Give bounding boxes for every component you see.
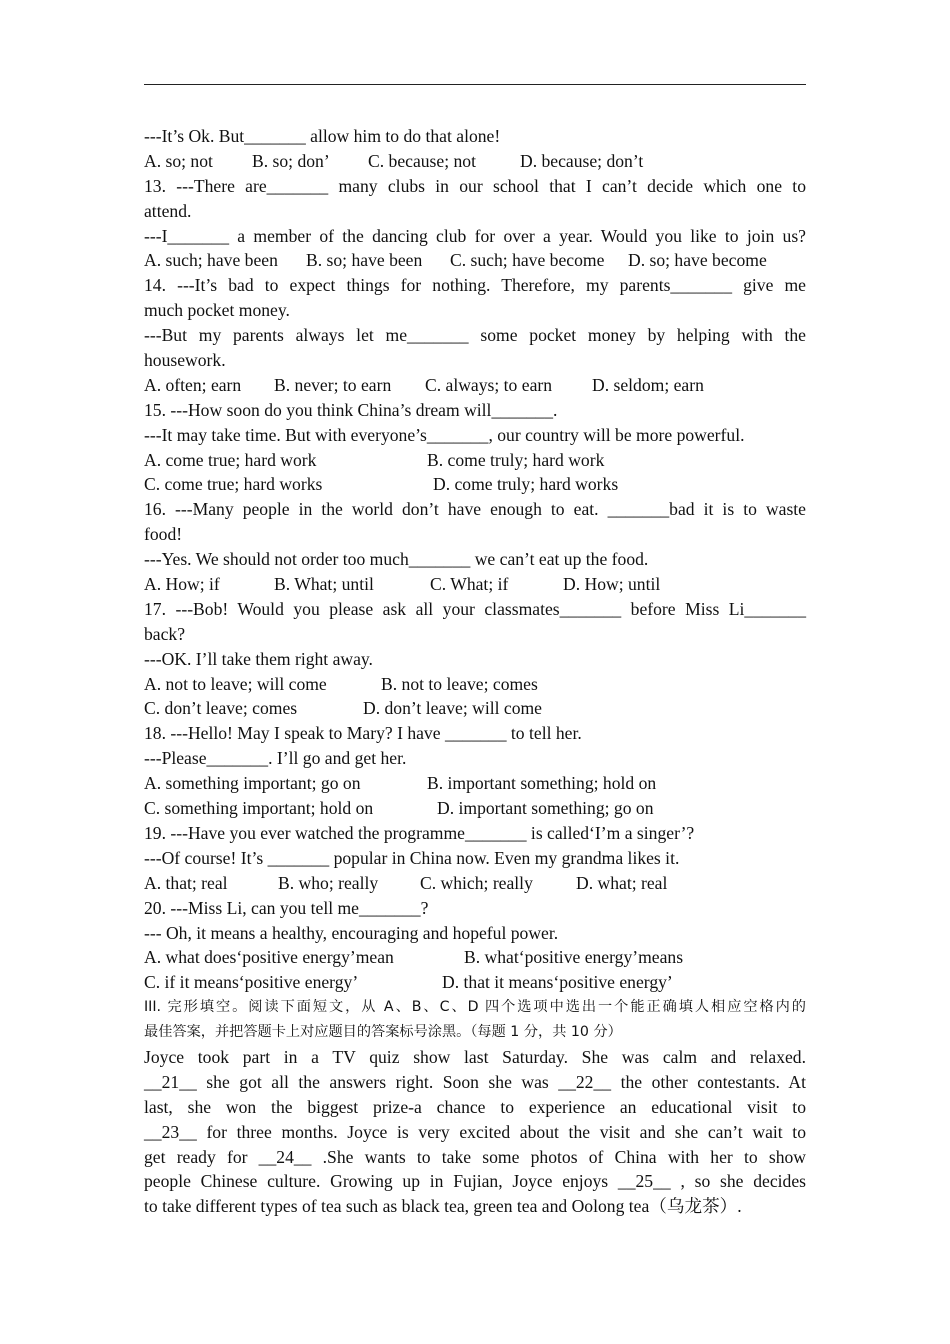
question-line: much pocket money. [144,300,290,321]
question-18 [144,721,806,821]
option-d: D. because; don’t [520,150,644,171]
option-a: A. often; earn [144,374,242,395]
cloze-passage [144,1045,806,1219]
question-line: housework. [144,350,226,371]
option-b: B. not to leave; comes [381,673,538,694]
options-row [144,771,806,796]
option-c: C. if it means‘positive energy’ [144,972,359,993]
question-line: 20. ---Miss Li, can you tell me_______? [144,897,429,918]
question-line: ---OK. I’ll take them right away. [144,648,373,669]
question-14 [144,273,806,397]
option-b: B. so; have been [306,250,423,271]
passage-line: __21__ she got all the answers right. Soon she was __22__ the other contestants. At [144,1071,806,1092]
option-c: C. always; to earn [425,374,553,395]
question-line: 17. ---Bob! Would you please ask all your classmates_______ before Miss Li_______ [144,598,806,619]
option-b: B. What; until [274,574,374,595]
options-row [144,696,806,721]
option-c: C. something important; hold on [144,798,374,819]
options-row [144,945,806,970]
question-line: --- Oh, it means a healthy, encouraging and hopeful power. [144,922,559,943]
option-a: A. what does‘positive energy’mean [144,947,394,968]
option-d: D. what; real [576,872,668,893]
option-a: A. come true; hard work [144,449,317,470]
option-a: A. so; not [144,150,213,171]
option-d: D. come truly; hard works [433,474,619,495]
options-row [144,970,806,995]
option-c: C. come true; hard works [144,474,323,495]
question-line: ---Yes. We should not order too much_______ we can’t eat up the food. [144,549,649,570]
option-b: B. so; don’ [252,150,330,171]
options-row [144,248,806,273]
option-d: D. How; until [563,574,661,595]
option-d: D. so; have become [628,250,767,271]
option-d: D. seldom; earn [592,374,704,395]
option-d: D. important something; go on [437,798,654,819]
question-16 [144,497,806,597]
option-b: B. come truly; hard work [427,449,605,470]
options-row [144,448,806,473]
passage-line: last, she won the biggest prize-a chance to experience an educational visit to [144,1096,806,1117]
question-line: ---I_______ a member of the dancing club for over a year. Would you like to join us? [144,225,806,246]
option-a: A. that; real [144,872,228,893]
question-line: attend. [144,200,192,221]
question-13 [144,174,806,274]
option-c: C. What; if [430,574,509,595]
option-b: B. important something; hold on [427,773,657,794]
question-line: 18. ---Hello! May I speak to Mary? I have _______ to tell her. [144,723,582,744]
options-row [144,149,806,174]
option-a: A. not to leave; will come [144,673,327,694]
option-b: B. never; to earn [274,374,392,395]
passage-line: get ready for __24__ .She wants to take some photos of China with her to show [144,1146,806,1167]
question-line: ---But my parents always let me_______ some pocket money by helping with the [144,325,806,346]
section-3 [144,995,806,1219]
options-row [144,373,806,398]
option-c: C. such; have become [450,250,605,271]
options-row [144,572,806,597]
option-c: C. which; really [420,872,533,893]
options-row [144,672,806,697]
question-line: 19. ---Have you ever watched the programme_______ is called‘I’m a singer’? [144,822,695,843]
option-a: A. How; if [144,574,220,595]
section-heading: III. 完形填空。阅读下面短文，从 A、B、C、D 四个选项中选出一个能正确填人相应空格内的 [144,999,806,1016]
option-c: C. don’t leave; comes [144,698,298,719]
question-line: 13. ---There are_______ many clubs in our school that I can’t decide which one to [144,175,806,196]
question-line: 15. ---How soon do you think China’s dream will_______. [144,399,558,420]
passage-line: Joyce took part in a TV quiz show last Saturday. She was calm and relaxed. [144,1046,806,1067]
section-heading: 最佳答案，并把答题卡上对应题目的答案标号涂黑。（每题 1 分，共 10 分） [144,1024,622,1041]
question-line: ---It’s Ok. But_______ allow him to do that alone! [144,126,501,146]
passage-line: people Chinese culture. Growing up in Fujian, Joyce enjoys __25__ , so she decides [144,1171,806,1192]
option-a: A. something important; go on [144,773,361,794]
question-line: 14. ---It’s bad to expect things for nothing. Therefore, my parents_______ give me [144,275,806,296]
passage-line: __23__ for three months. Joyce is very excited about the visit and she can’t wait to [144,1121,806,1142]
options-row [144,871,806,896]
question-line: ---It may take time. But with everyone’s_______, our country will be more powerful. [144,424,745,445]
question-17 [144,597,806,721]
passage-line: to take different types of tea such as black tea, green tea and Oolong tea（乌龙茶）. [144,1196,742,1217]
options-row [144,796,806,821]
question-20 [144,896,806,996]
option-b: B. what‘positive energy’means [464,947,684,968]
exam-page [144,124,806,1219]
question-line: food! [144,524,183,545]
option-d: D. don’t leave; will come [363,698,542,719]
question-15 [144,398,806,498]
question-19 [144,821,806,896]
question-12-continued [144,124,806,174]
options-row [144,472,806,497]
question-line: ---Please_______. I’ll go and get her. [144,748,407,769]
option-d: D. that it means‘positive energy’ [442,972,673,993]
option-c: C. because; not [368,150,476,171]
option-a: A. such; have been [144,250,278,271]
question-line: ---Of course! It’s _______ popular in China now. Even my grandma likes it. [144,847,680,868]
header-rule [144,84,806,85]
option-b: B. who; really [278,872,379,893]
question-line: back? [144,623,186,644]
question-line: 16. ---Many people in the world don’t have enough to eat. _______bad it is to waste [144,499,806,520]
